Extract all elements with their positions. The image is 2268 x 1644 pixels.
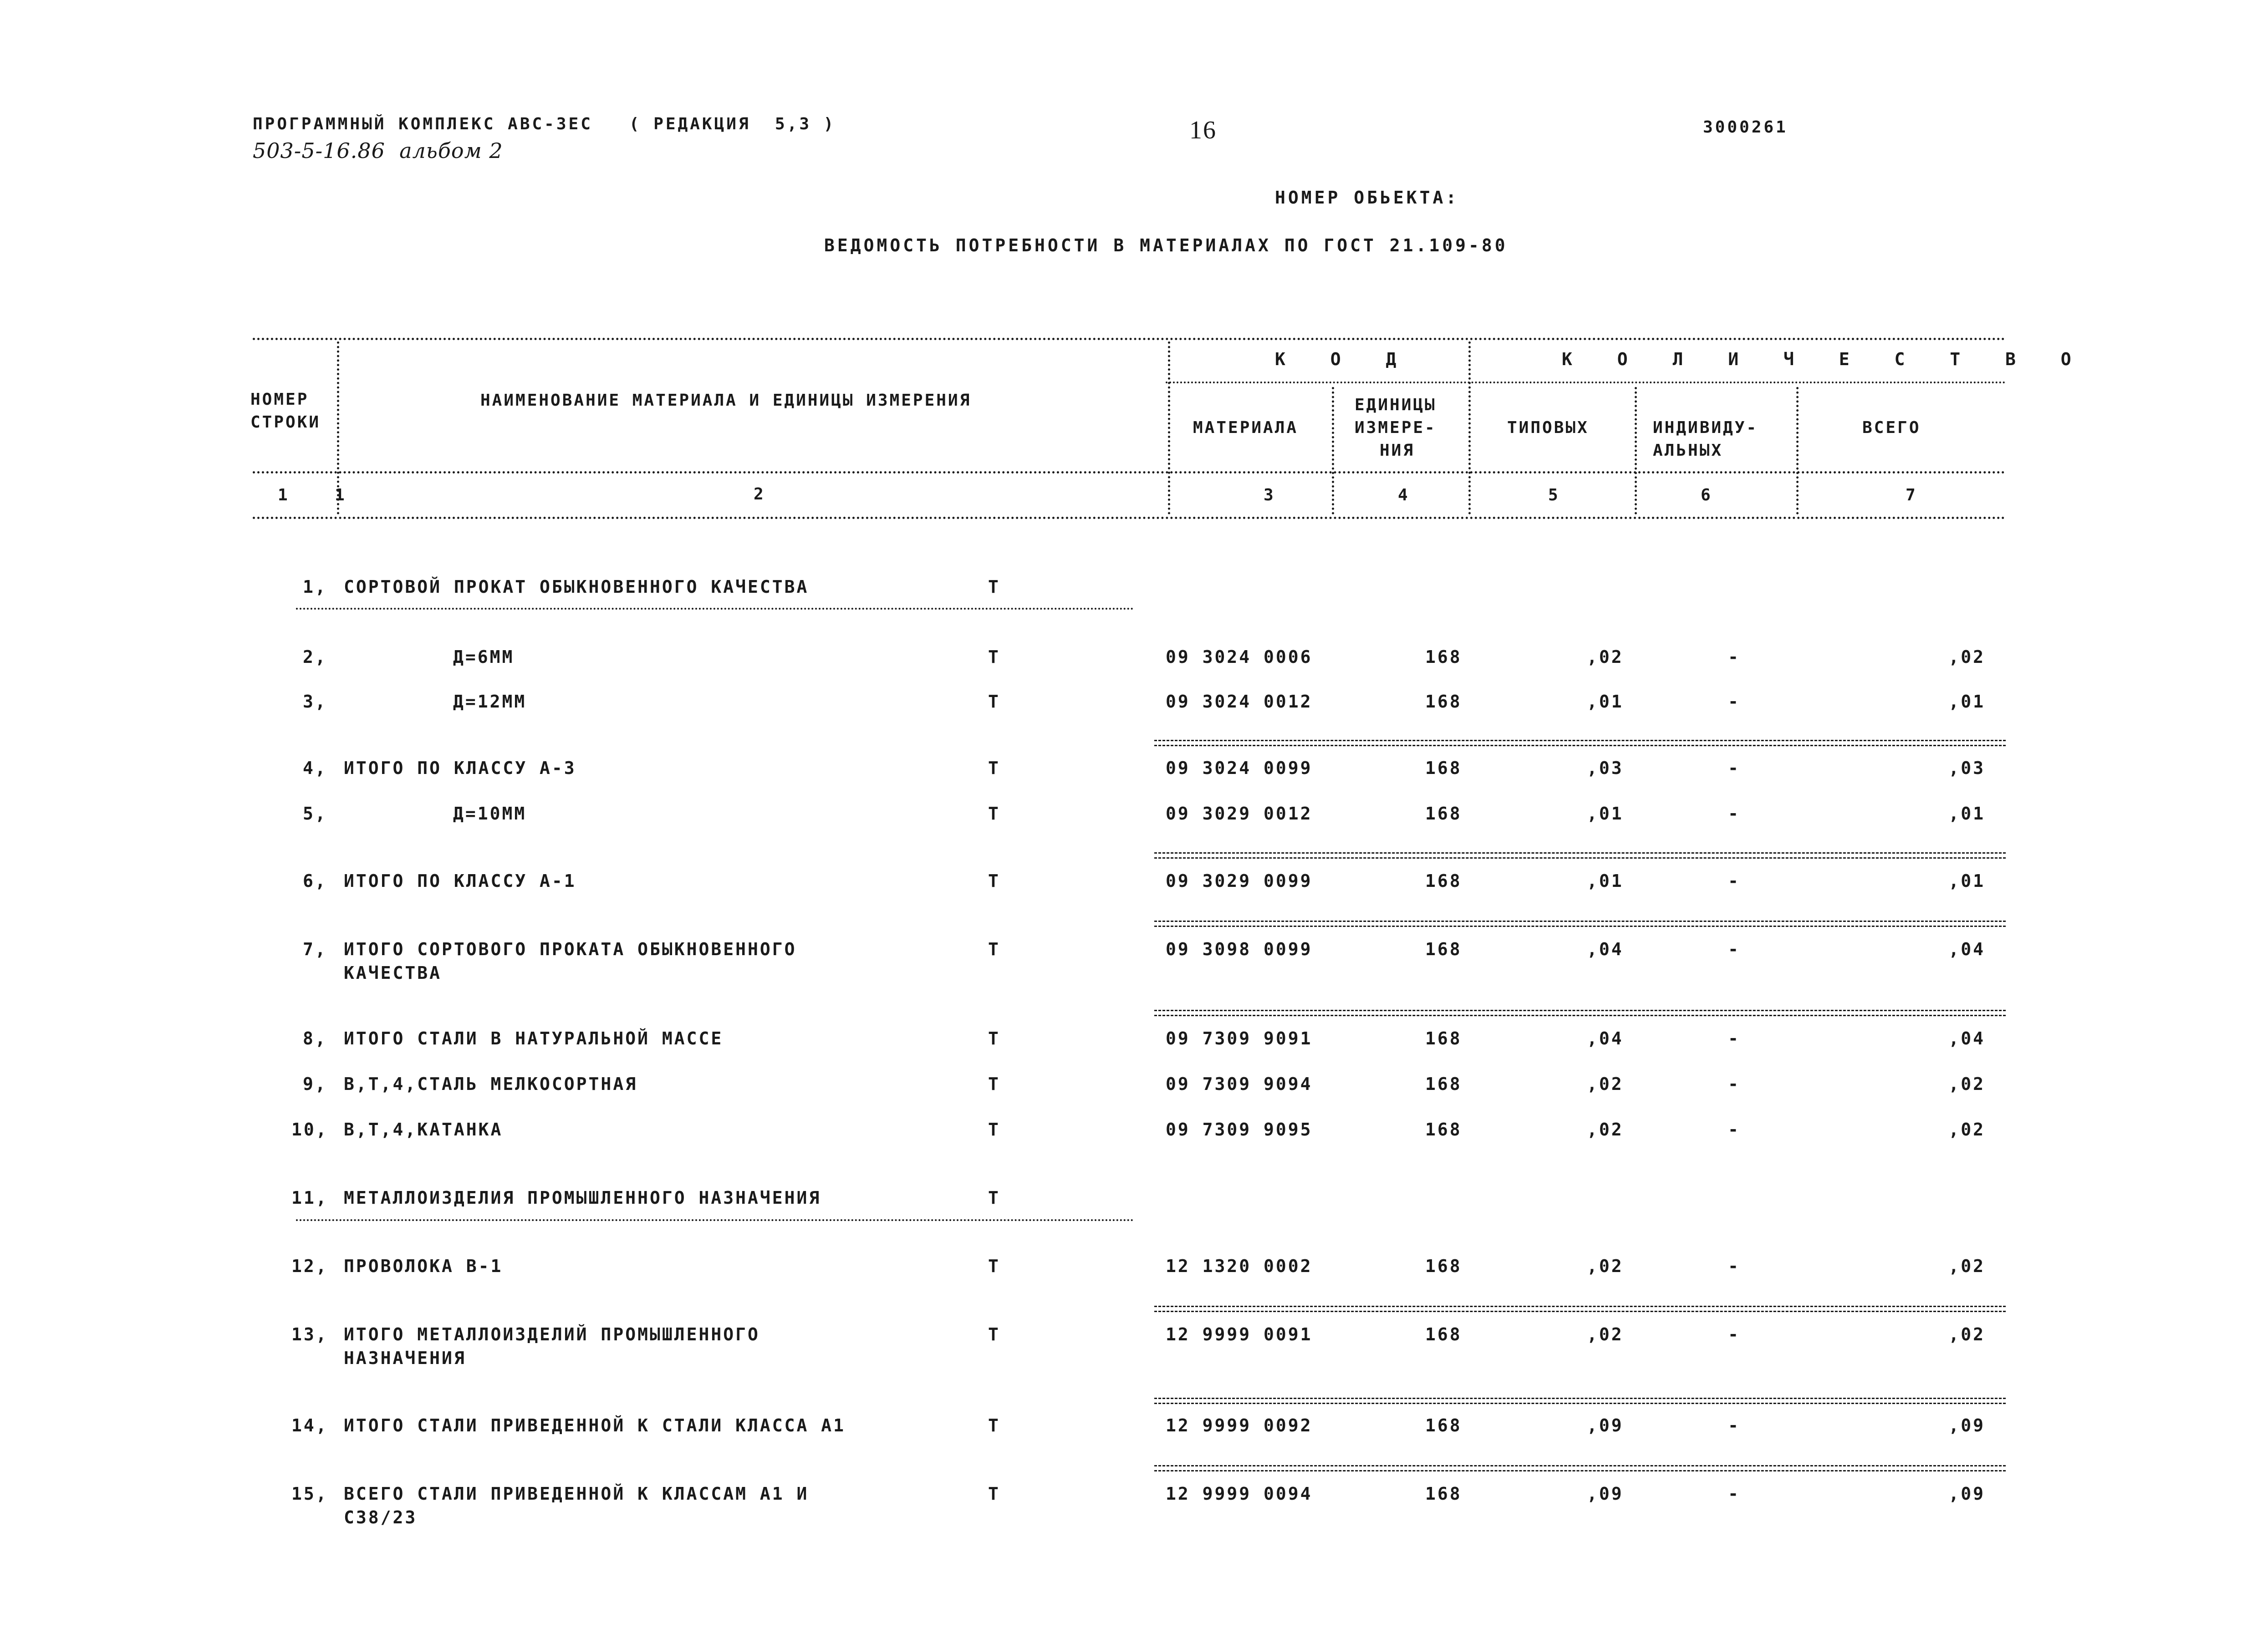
row-8-code: 09 7309 9091 <box>1166 1028 1313 1048</box>
row-9-typ: ,02 <box>1587 1074 1624 1094</box>
col-number-5: 5 <box>1548 486 1560 504</box>
row-1-name: СОРТОВОЙ ПРОКАТ ОБЫКНОВЕННОГО КАЧЕСТВА <box>344 577 809 597</box>
header-top-rule <box>253 338 2006 340</box>
row-13-ind: - <box>1728 1324 1740 1344</box>
row-2-unit: Т <box>988 647 1000 667</box>
row-12-name: ПРОВОЛОКА В-1 <box>344 1256 503 1276</box>
row-3-typ: ,01 <box>1587 692 1624 712</box>
subtotal-rule-7 <box>1154 921 2006 927</box>
row-4-name: ИТОГО ПО КЛАССУ А-3 <box>344 758 576 778</box>
row-5-tot: ,01 <box>1948 804 1985 824</box>
row-2-tot: ,02 <box>1948 647 1985 667</box>
row-9-tot: ,02 <box>1948 1074 1985 1094</box>
row-14-no: 14, <box>291 1415 328 1435</box>
row-7-code: 09 3098 0099 <box>1166 939 1313 959</box>
row-7-ind: - <box>1728 939 1740 959</box>
row-15-ucode: 168 <box>1425 1484 1462 1504</box>
col-sep-5 <box>1635 387 1637 514</box>
page-number: 16 <box>1189 116 1217 144</box>
row-11-name: МЕТАЛЛОИЗДЕЛИЯ ПРОМЫШЛЕННОГО НАЗНАЧЕНИЯ <box>344 1188 821 1208</box>
row-5-ucode: 168 <box>1425 804 1462 824</box>
row-5-typ: ,01 <box>1587 804 1624 824</box>
row-8-tot: ,04 <box>1948 1028 1985 1048</box>
row-8-ucode: 168 <box>1425 1028 1462 1048</box>
row-12-ind: - <box>1728 1256 1740 1276</box>
subtotal-rule-4 <box>1154 740 2006 746</box>
row-12-no: 12, <box>291 1256 328 1276</box>
row-8-ind: - <box>1728 1028 1740 1048</box>
col-head-total: ВСЕГО <box>1862 418 1921 437</box>
row-7-tot: ,04 <box>1948 939 1985 959</box>
row-5-ind: - <box>1728 804 1740 824</box>
row-13-no: 13, <box>291 1324 328 1344</box>
row-4-typ: ,03 <box>1587 758 1624 778</box>
row-6-typ: ,01 <box>1587 871 1624 891</box>
row-9-code: 09 7309 9094 <box>1166 1074 1313 1094</box>
row-8-unit: Т <box>988 1028 1000 1048</box>
row-10-unit: Т <box>988 1120 1000 1140</box>
row-15-unit: Т <box>988 1484 1000 1504</box>
row-10-typ: ,02 <box>1587 1120 1624 1140</box>
row-13-code: 12 9999 0091 <box>1166 1324 1313 1344</box>
col-number-6: 6 <box>1701 486 1712 504</box>
row-13-typ: ,02 <box>1587 1324 1624 1344</box>
row-8-no: 8, <box>303 1028 327 1048</box>
row-7-name-line-1: ИТОГО СОРТОВОГО ПРОКАТА ОБЫКНОВЕННОГО <box>344 939 797 959</box>
col-numbers-rule <box>253 517 2006 519</box>
program-header: ПРОГРАММНЫЙ КОМПЛЕКС АВС-3ЕС ( РЕДАКЦИЯ 5,3 ) <box>253 115 836 133</box>
row-4-code: 09 3024 0099 <box>1166 758 1313 778</box>
row-12-code: 12 1320 0002 <box>1166 1256 1313 1276</box>
col-head-typical: ТИПОВЫХ <box>1507 418 1589 437</box>
row-10-ind: - <box>1728 1120 1740 1140</box>
row-5-unit: Т <box>988 804 1000 824</box>
row-14-typ: ,09 <box>1587 1415 1624 1435</box>
row-6-code: 09 3029 0099 <box>1166 871 1313 891</box>
row-6-ind: - <box>1728 871 1740 891</box>
row-10-code: 09 7309 9095 <box>1166 1120 1313 1140</box>
row-14-ucode: 168 <box>1425 1415 1462 1435</box>
col-sep-4 <box>1468 341 1471 514</box>
col-head-unit-3: НИЯ <box>1380 441 1415 460</box>
subtotal-rule-13 <box>1154 1306 2006 1312</box>
row-3-no: 3, <box>303 692 327 712</box>
row-8-typ: ,04 <box>1587 1028 1624 1048</box>
row-2-code: 09 3024 0006 <box>1166 647 1313 667</box>
object-number-label: НОМЕР ОБЬЕКТА: <box>1275 188 1459 208</box>
row-4-tot: ,03 <box>1948 758 1985 778</box>
row-4-ind: - <box>1728 758 1740 778</box>
col-sep-6 <box>1796 387 1799 514</box>
row-2-typ: ,02 <box>1587 647 1624 667</box>
row-10-name: В,Т,4,КАТАНКА <box>344 1120 503 1140</box>
row-12-tot: ,02 <box>1948 1256 1985 1276</box>
col-head-individual-1: ИНДИВИДУ- <box>1653 418 1758 437</box>
row-4-ucode: 168 <box>1425 758 1462 778</box>
row-12-typ: ,02 <box>1587 1256 1624 1276</box>
row-1-unit: Т <box>988 577 1000 597</box>
row-3-code: 09 3024 0012 <box>1166 692 1313 712</box>
row-15-no: 15, <box>291 1484 328 1504</box>
code-qty-rule <box>1166 382 2006 383</box>
col-number-4: 4 <box>1398 486 1410 504</box>
section-underline-11 <box>296 1219 1134 1221</box>
row-2-ind: - <box>1728 647 1740 667</box>
row-15-typ: ,09 <box>1587 1484 1624 1504</box>
row-9-unit: Т <box>988 1074 1000 1094</box>
page-title: ВЕДОМОСТЬ ПОТРЕБНОСТИ В МАТЕРИАЛАХ ПО ГОСТ 21.109-80 <box>824 235 1508 255</box>
row-12-ucode: 168 <box>1425 1256 1462 1276</box>
row-15-name-line-2: С38/23 <box>344 1507 418 1527</box>
col-number-7: 7 <box>1906 486 1917 504</box>
row-14-name: ИТОГО СТАЛИ ПРИВЕДЕННОЙ К СТАЛИ КЛАССА А1 <box>344 1415 846 1435</box>
row-11-unit: Т <box>988 1188 1000 1208</box>
row-7-name-line-2: КАЧЕСТВА <box>344 963 442 983</box>
col-number-2: 2 <box>754 485 765 504</box>
row-10-ucode: 168 <box>1425 1120 1462 1140</box>
col-head-row-no-1: НОМЕР <box>250 390 309 409</box>
handwritten-album-ref: 503-5-16.86 альбом 2 <box>253 138 503 163</box>
row-2-ucode: 168 <box>1425 647 1462 667</box>
row-13-ucode: 168 <box>1425 1324 1462 1344</box>
row-6-no: 6, <box>303 871 327 891</box>
col-head-code-group: К О Д <box>1275 349 1414 369</box>
row-7-no: 7, <box>303 939 327 959</box>
row-12-unit: Т <box>988 1256 1000 1276</box>
row-3-ind: - <box>1728 692 1740 712</box>
row-14-tot: ,09 <box>1948 1415 1985 1435</box>
row-14-ind: - <box>1728 1415 1740 1435</box>
row-6-tot: ,01 <box>1948 871 1985 891</box>
col-number-3: 3 <box>1264 486 1275 504</box>
row-9-ucode: 168 <box>1425 1074 1462 1094</box>
subtotal-rule-15 <box>1154 1465 2006 1471</box>
row-4-no: 4, <box>303 758 327 778</box>
row-11-no: 11, <box>291 1188 328 1208</box>
row-3-tot: ,01 <box>1948 692 1985 712</box>
row-1-no: 1, <box>303 577 327 597</box>
row-3-name: Д=12ММ <box>453 692 527 712</box>
row-6-ucode: 168 <box>1425 871 1462 891</box>
row-7-ucode: 168 <box>1425 939 1462 959</box>
col-head-individual-2: АЛЬНЫХ <box>1653 441 1723 460</box>
col-head-qty-group: К О Л И Ч Е С Т В О <box>1562 349 2089 369</box>
row-14-code: 12 9999 0092 <box>1166 1415 1313 1435</box>
row-15-code: 12 9999 0094 <box>1166 1484 1313 1504</box>
row-3-unit: Т <box>988 692 1000 712</box>
row-8-name: ИТОГО СТАЛИ В НАТУРАЛЬНОЙ МАССЕ <box>344 1028 724 1048</box>
subtotal-rule-6 <box>1154 852 2006 859</box>
row-3-ucode: 168 <box>1425 692 1462 712</box>
row-2-no: 2, <box>303 647 327 667</box>
document-code: 3000261 <box>1703 118 1788 137</box>
header-bottom-rule <box>253 471 2006 473</box>
section-underline-1 <box>296 608 1134 610</box>
col-sep-2 <box>1168 341 1170 514</box>
row-2-name: Д=6ММ <box>453 647 515 667</box>
subtotal-rule-14 <box>1154 1398 2006 1404</box>
row-10-no: 10, <box>291 1120 328 1140</box>
row-13-tot: ,02 <box>1948 1324 1985 1344</box>
col-head-unit-2: ИЗМЕРЕ- <box>1355 418 1437 437</box>
row-15-name-line-1: ВСЕГО СТАЛИ ПРИВЕДЕННОЙ К КЛАССАМ А1 И <box>344 1484 809 1504</box>
row-13-unit: Т <box>988 1324 1000 1344</box>
row-14-unit: Т <box>988 1415 1000 1435</box>
col-head-unit-1: ЕДИНИЦЫ <box>1355 396 1437 414</box>
col-head-material: МАТЕРИАЛА <box>1193 418 1299 437</box>
col-sep-3 <box>1332 387 1334 514</box>
row-6-name: ИТОГО ПО КЛАССУ А-1 <box>344 871 576 891</box>
row-5-code: 09 3029 0012 <box>1166 804 1313 824</box>
subtotal-rule-8 <box>1154 1010 2006 1016</box>
row-13-name-line-2: НАЗНАЧЕНИЯ <box>344 1348 466 1368</box>
row-9-ind: - <box>1728 1074 1740 1094</box>
col-number-1b: 1 <box>335 486 347 504</box>
row-15-tot: ,09 <box>1948 1484 1985 1504</box>
row-6-unit: Т <box>988 871 1000 891</box>
row-15-ind: - <box>1728 1484 1740 1504</box>
row-13-name-line-1: ИТОГО МЕТАЛЛОИЗДЕЛИЙ ПРОМЫШЛЕННОГО <box>344 1324 760 1344</box>
row-9-name: В,Т,4,СТАЛЬ МЕЛКОСОРТНАЯ <box>344 1074 638 1094</box>
col-number-1a: 1 <box>278 486 290 504</box>
col-head-row-no-2: СТРОКИ <box>250 413 321 432</box>
row-9-no: 9, <box>303 1074 327 1094</box>
col-head-name: НАИМЕНОВАНИЕ МАТЕРИАЛА И ЕДИНИЦЫ ИЗМЕРЕНИЯ <box>480 391 972 410</box>
row-7-typ: ,04 <box>1587 939 1624 959</box>
row-5-name: Д=10ММ <box>453 804 527 824</box>
row-10-tot: ,02 <box>1948 1120 1985 1140</box>
row-7-unit: Т <box>988 939 1000 959</box>
row-4-unit: Т <box>988 758 1000 778</box>
row-5-no: 5, <box>303 804 327 824</box>
